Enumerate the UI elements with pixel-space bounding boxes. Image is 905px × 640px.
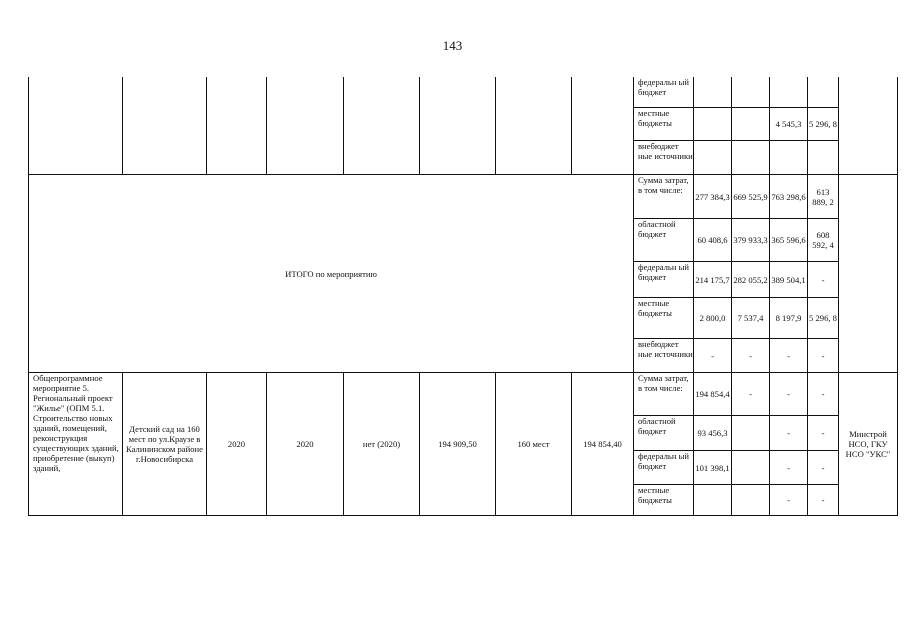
activity-row-label: областной бюджет: [633, 415, 693, 450]
activity-row-label: местные бюджеты: [633, 484, 693, 516]
row-value: 5 296, 8: [807, 107, 838, 140]
total-row-value: 8 197,9: [769, 297, 807, 338]
activity-row-value: -: [807, 484, 838, 516]
total-row-value: 277 384,3: [693, 174, 731, 218]
continued-cell: [419, 77, 495, 174]
total-row-value: 7 537,4: [731, 297, 769, 338]
activity-name: Общепрограммное мероприятие 5. Региональный проект "Жилье" (ОПМ 5.1. Строительство новых зданий, помещений, реконструкция существующих зданий, приобретение (выкуп) зданий,: [28, 372, 122, 516]
total-row-label: федеральн ый бюджет: [633, 261, 693, 297]
total-row-value: 2 800,0: [693, 297, 731, 338]
total-row-value: -: [807, 338, 838, 372]
row-value: [693, 77, 731, 107]
total-row-label: Сумма затрат, в том числе:: [633, 174, 693, 218]
total-title: ИТОГО по мероприятию: [28, 174, 633, 372]
continued-cell: [206, 77, 266, 174]
total-row-value: -: [731, 338, 769, 372]
total-row-value: 365 596,6: [769, 218, 807, 261]
total-row-value: 60 408,6: [693, 218, 731, 261]
activity-row-value: [731, 484, 769, 516]
activity-row-value: 101 398,1: [693, 450, 731, 484]
activity-row-value: [731, 450, 769, 484]
total-row-value: 389 504,1: [769, 261, 807, 297]
row-value: [693, 140, 731, 174]
executor: Минстрой НСО, ГКУ НСО "УКС": [838, 372, 898, 516]
total-row-value: 763 298,6: [769, 174, 807, 218]
row-label: федеральн ый бюджет: [633, 77, 693, 107]
row-value: [807, 77, 838, 107]
activity-row-value: -: [769, 415, 807, 450]
activity-row-value: 93 456,3: [693, 415, 731, 450]
row-value: [731, 107, 769, 140]
activity-row-value: -: [769, 484, 807, 516]
total-row-label: областной бюджет: [633, 218, 693, 261]
activity-row-value: [693, 484, 731, 516]
continued-cell: [266, 77, 343, 174]
estimated-cost: 194 909,50: [419, 372, 495, 516]
total-row-value: -: [693, 338, 731, 372]
activity-row-value: -: [769, 372, 807, 415]
total-row-value: 214 175,7: [693, 261, 731, 297]
page-number: 143: [442, 38, 463, 53]
capacity: 160 мест: [495, 372, 571, 516]
total-row-value: 282 055,2: [731, 261, 769, 297]
continued-cell: [28, 77, 122, 174]
total-row-value: 379 933,3: [731, 218, 769, 261]
total-row-value: 669 525,9: [731, 174, 769, 218]
row-label: внебюджет ные источники: [633, 140, 693, 174]
end-year: 2020: [266, 372, 343, 516]
funding-total: 194 854,40: [571, 372, 633, 516]
total-executor-cell: [838, 174, 898, 372]
total-row-value: 613 889, 2: [807, 174, 838, 218]
total-row-value: -: [807, 261, 838, 297]
row-value: [731, 77, 769, 107]
row-value: [731, 140, 769, 174]
continued-cell: [571, 77, 633, 174]
activity-row-value: -: [807, 415, 838, 450]
continued-cell: [122, 77, 206, 174]
row-value: [693, 107, 731, 140]
row-value: 4 545,3: [769, 107, 807, 140]
row-value: [769, 140, 807, 174]
start-year: 2020: [206, 372, 266, 516]
object-name: Детский сад на 160 мест по ул.Краузе в Калининском районе г.Новосибирска: [122, 372, 206, 516]
total-row-label: местные бюджеты: [633, 297, 693, 338]
activity-row-label: Сумма затрат, в том числе:: [633, 372, 693, 415]
activity-row-value: -: [807, 372, 838, 415]
continued-cell: [495, 77, 571, 174]
design-estimate: нет (2020): [343, 372, 419, 516]
total-row-value: 5 296, 8: [807, 297, 838, 338]
activity-row-value: 194 854,4: [693, 372, 731, 415]
activity-row-value: -: [807, 450, 838, 484]
total-row-value: -: [769, 338, 807, 372]
row-label: местные бюджеты: [633, 107, 693, 140]
activity-row-label: федеральн ый бюджет: [633, 450, 693, 484]
row-value: [807, 140, 838, 174]
executor-cell: [838, 77, 898, 174]
activity-row-value: -: [769, 450, 807, 484]
activity-row-value: [731, 415, 769, 450]
row-value: [769, 77, 807, 107]
total-row-label: внебюджет ные источники: [633, 338, 693, 372]
total-row-value: 608 592, 4: [807, 218, 838, 261]
activity-row-value: -: [731, 372, 769, 415]
continued-cell: [343, 77, 419, 174]
